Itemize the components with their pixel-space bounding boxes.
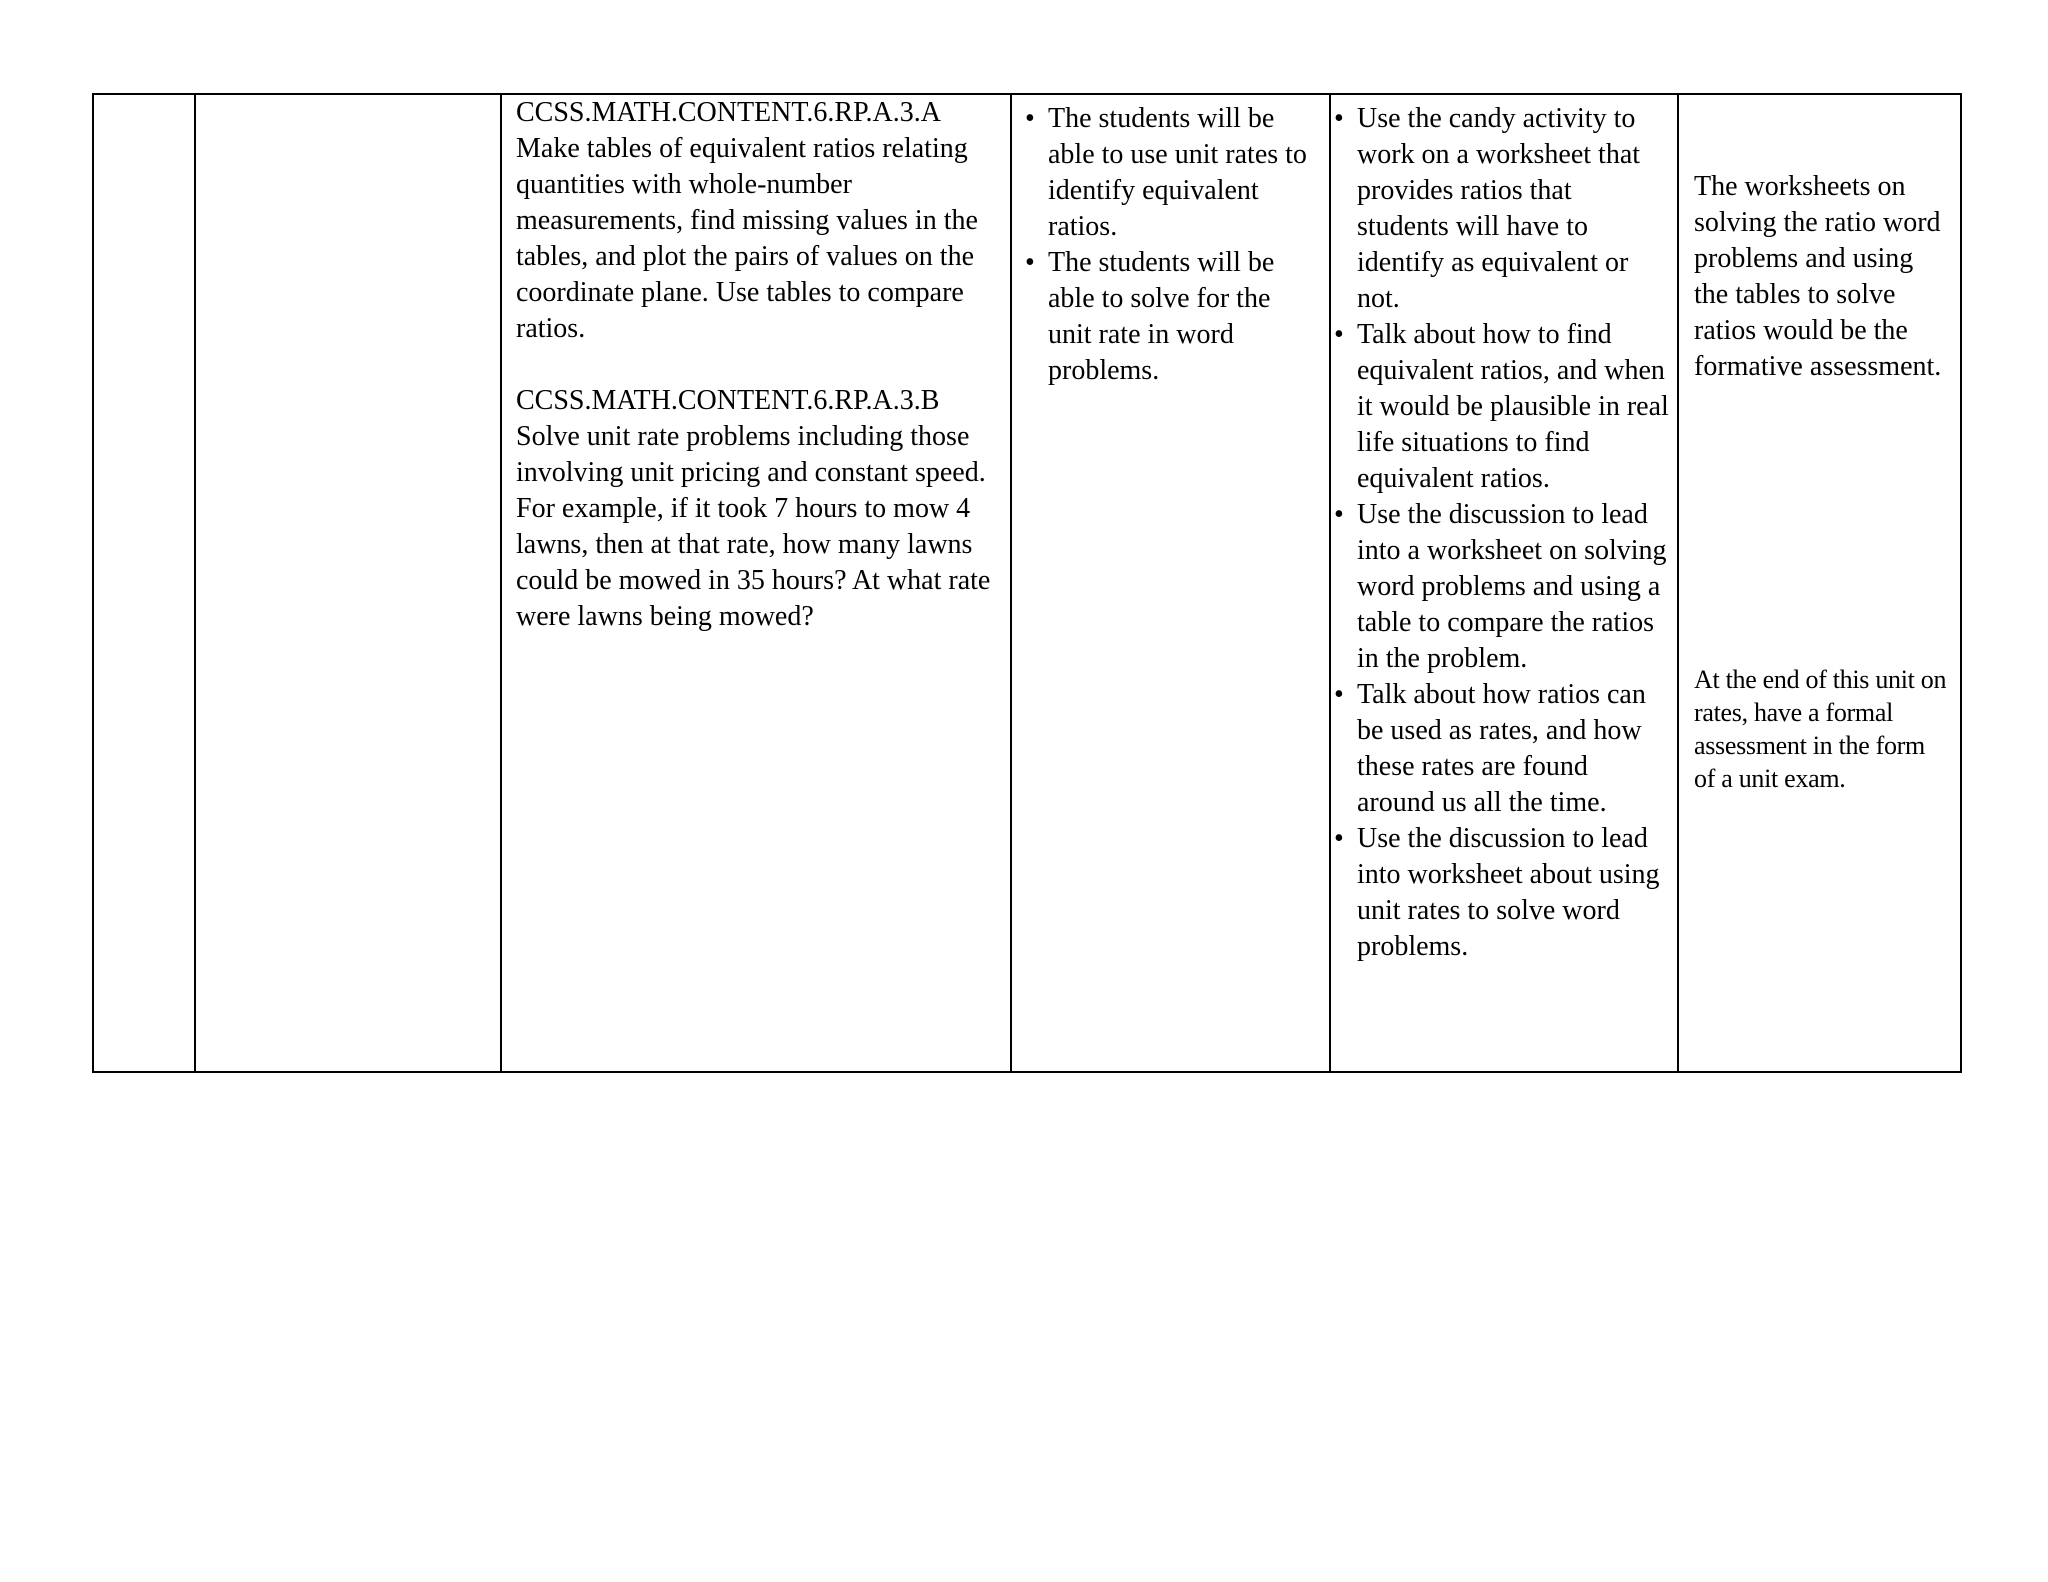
standard-code: CCSS.MATH.CONTENT.6.RP.A.3.A xyxy=(516,97,941,128)
standard-block xyxy=(516,95,998,347)
standard-text: Solve unit rate problems including those involving unit pricing and constant speed. For example, if it took 7 hours to mow 4 lawns, then at that rate, how many lawns could be mowed in 35 hours? At what rate were lawns being mowed? xyxy=(516,421,991,632)
table-row xyxy=(93,94,1961,1072)
standards-cell xyxy=(501,94,1011,1072)
list-item: • The students will be able to solve for the unit rate in word problems. xyxy=(1048,245,1317,389)
list-item: • Use the candy activity to work on a worksheet that provides ratios that students will have to identify as equivalent or not. xyxy=(1357,101,1669,317)
standard-code: CCSS.MATH.CONTENT.6.RP.A.3.B xyxy=(516,385,940,416)
list-item: • Talk about how to find equivalent ratios, and when it would be plausible in real life situations to find equivalent ratios. xyxy=(1357,317,1669,497)
list-item: • Use the discussion to lead into a worksheet on solving word problems and using a table to compare the ratios in the problem. xyxy=(1357,497,1669,677)
list-item: • The students will be able to use unit rates to identify equivalent ratios. xyxy=(1048,101,1317,245)
summative-assessment-text: At the end of this unit on rates, have a formal assessment in the form of a unit exam. xyxy=(1694,665,1947,793)
empty-cell-1 xyxy=(93,94,195,1072)
objectives-cell xyxy=(1011,94,1330,1072)
standard-block xyxy=(516,383,998,635)
list-item: • Talk about how ratios can be used as rates, and how these rates are found around us all the time. xyxy=(1357,677,1669,821)
lesson-plan-table xyxy=(92,93,1962,1073)
objectives-list xyxy=(1048,101,1317,389)
assessment-cell xyxy=(1678,94,1961,1072)
standard-text: Make tables of equivalent ratios relating quantities with whole-number measurements, find missing values in the tables, and plot the pairs of values on the coordinate plane. Use tables to compare ratios. xyxy=(516,133,978,344)
formative-assessment-text: The worksheets on solving the ratio word problems and using the tables to solve ratios would be the formative assessment. xyxy=(1694,171,1942,382)
activities-cell xyxy=(1330,94,1678,1072)
activities-list xyxy=(1357,101,1669,965)
list-item: • Use the discussion to lead into worksheet about using unit rates to solve word problems. xyxy=(1357,821,1669,965)
empty-cell-2 xyxy=(195,94,501,1072)
